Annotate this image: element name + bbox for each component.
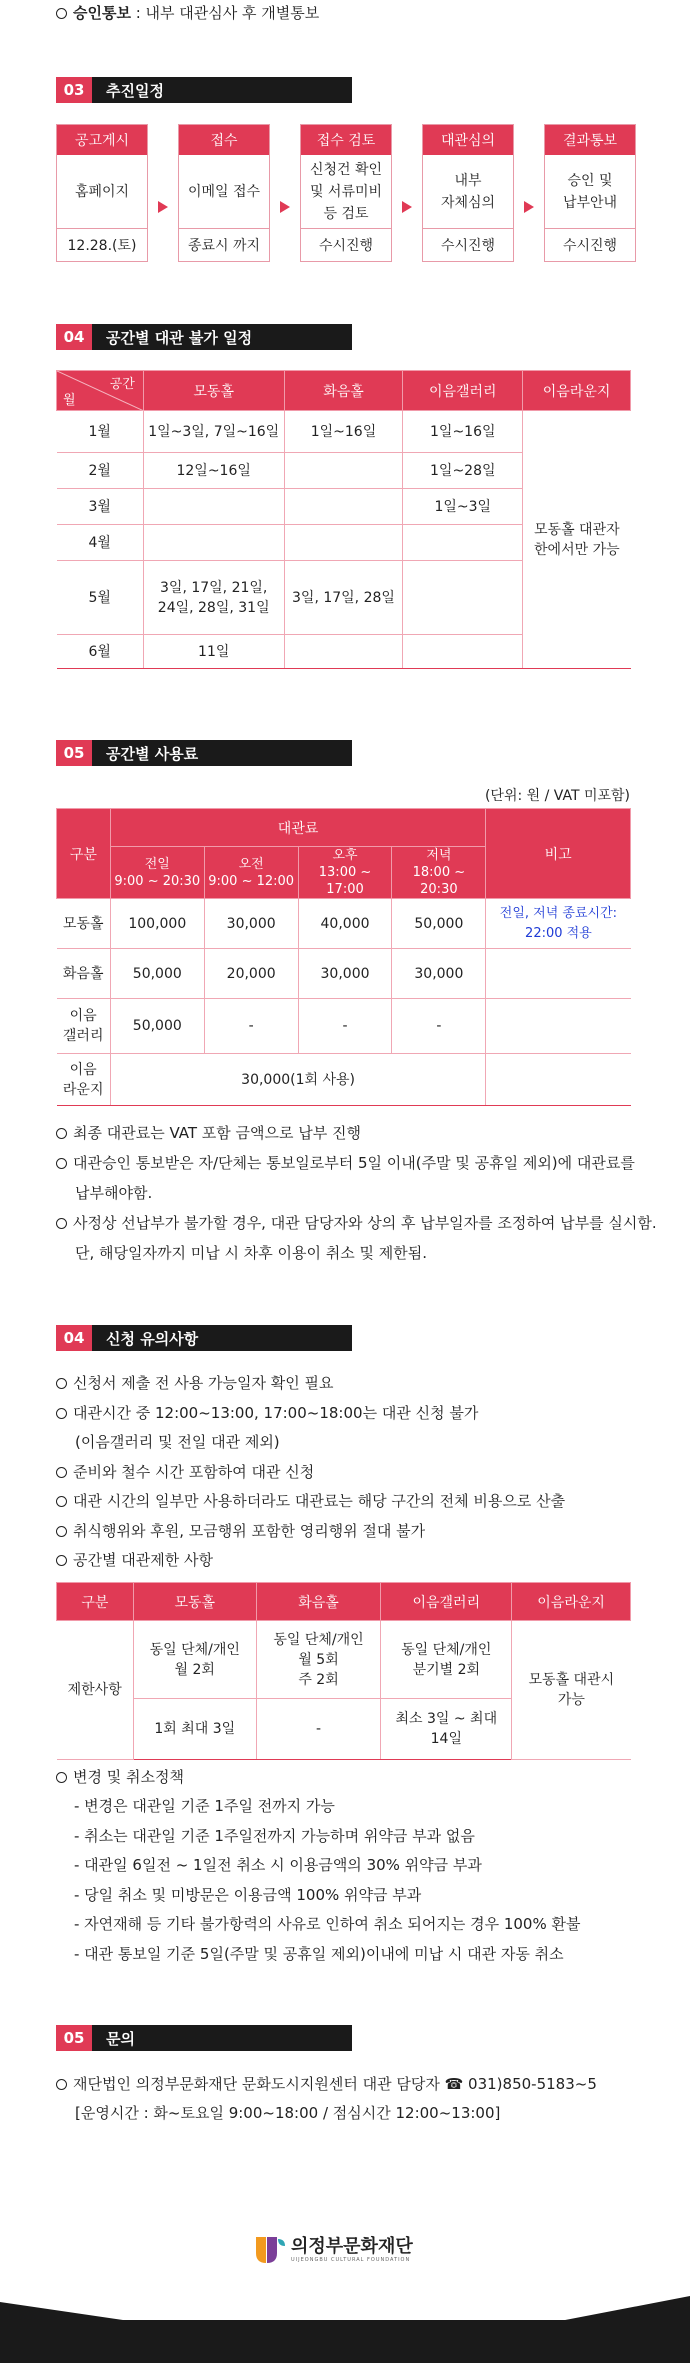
unavailable-cell	[284, 489, 403, 525]
policy-item: - 대관일 6일전 ~ 1일전 취소 시 이용금액의 30% 위약금 부과	[74, 1856, 482, 1874]
col-header: 이음갤러리	[403, 371, 523, 411]
policy-item: - 당일 취소 및 미방문은 이용금액 100% 위약금 부과	[74, 1885, 422, 1904]
guideline-item	[56, 1402, 565, 1424]
month-cell: 5월	[57, 561, 144, 635]
contact-line	[56, 2073, 597, 2095]
policy-item: - 취소는 대관일 기준 1주일전까지 가능하며 위약금 부과 없음	[74, 1826, 475, 1845]
section-header-unavailable	[56, 324, 352, 350]
corner-header	[57, 371, 144, 411]
foundation-logo	[253, 2233, 413, 2267]
guideline-list	[56, 1372, 565, 1579]
section-header-fees	[56, 740, 352, 766]
fee-cell: -	[204, 999, 298, 1054]
restriction-cell: 동일 단체/개인 분기별 2회	[381, 1621, 512, 1699]
guideline-item	[56, 1431, 565, 1453]
policy-list	[74, 1795, 580, 1972]
restriction-row-label: 제한사항	[57, 1621, 134, 1760]
col-header: 모동홀	[143, 371, 284, 411]
fee-cell: 100,000	[110, 899, 204, 949]
schedule-step-date: 종료시 까지	[187, 238, 261, 254]
policy-item: - 변경은 대관일 기준 1주일 전까지 가능	[74, 1797, 335, 1815]
unavailable-cell: 1일~28일	[403, 453, 523, 489]
fee-subheader: 전일 9:00 ~ 20:30	[110, 847, 204, 899]
fee-note-text: 단, 해당일자까지 미납 시 차후 이용이 취소 및 제한됨.	[75, 1244, 427, 1262]
fee-cell: 50,000	[110, 949, 204, 999]
table-row	[57, 899, 631, 949]
section-title: 문의	[92, 2025, 352, 2051]
schedule-flow	[56, 124, 636, 262]
circle-bullet-icon	[56, 1772, 67, 1783]
schedule-step-title: 접수 검토	[301, 125, 391, 155]
logo-subtitle: UIJEONGBU CULTURAL FOUNDATION	[291, 2257, 411, 2263]
section-number: 04	[56, 324, 92, 350]
fee-cell: 20,000	[204, 949, 298, 999]
col-header-fee: 대관료	[110, 809, 485, 847]
space-name-cell: 이음 갤러리	[57, 999, 111, 1054]
fee-note-cell	[486, 949, 631, 999]
restriction-cell: 최소 3일 ~ 최대 14일	[381, 1699, 512, 1760]
fee-note-text: 대관승인 통보받은 자/단체는 통보일로부터 5일 이내(주말 및 공휴일 제외)에 대관료를	[73, 1154, 635, 1172]
space-name-cell: 모동홀	[57, 899, 111, 949]
circle-bullet-icon	[56, 8, 67, 19]
restriction-cell: 동일 단체/개인 월 2회	[133, 1621, 256, 1699]
section-title: 추진일정	[92, 77, 352, 103]
schedule-step	[178, 124, 270, 262]
schedule-step-date: 수시진행	[562, 238, 618, 254]
arrow-right-icon	[270, 124, 300, 260]
circle-bullet-icon	[56, 1408, 67, 1419]
section-title: 공간별 사용료	[92, 740, 352, 766]
fee-note	[56, 1152, 657, 1174]
fee-cell: 30,000	[298, 949, 392, 999]
fee-cell: -	[392, 999, 486, 1054]
unavailable-cell: 3일, 17일, 21일, 24일, 28일, 31일	[143, 561, 284, 635]
schedule-step-title: 공고게시	[57, 125, 147, 155]
guideline-item	[56, 1520, 565, 1542]
unavailable-cell: 11일	[143, 635, 284, 669]
col-header-gubun: 구분	[57, 809, 111, 899]
guideline-item	[56, 1372, 565, 1394]
schedule-step-title: 결과통보	[545, 125, 635, 155]
circle-bullet-icon	[56, 1378, 67, 1389]
section-header-contact	[56, 2025, 352, 2051]
schedule-step	[56, 124, 148, 262]
circle-bullet-icon	[56, 1128, 67, 1139]
fee-note-text: 사정상 선납부가 불가할 경우, 대관 담당자와 상의 후 납부일자를 조정하여 납부를 실시함.	[73, 1214, 657, 1232]
section-number: 03	[56, 77, 92, 103]
intro-label: 승인통보	[73, 4, 131, 22]
fee-subheader: 오전 9:00 ~ 12:00	[204, 847, 298, 899]
fee-cell: 30,000	[204, 899, 298, 949]
schedule-step-desc: 이메일 접수	[179, 155, 269, 229]
fee-subheader: 저녁 18:00 ~ 20:30	[392, 847, 486, 899]
month-cell: 4월	[57, 525, 144, 561]
unavailable-cell	[284, 525, 403, 561]
unavailable-cell: 1일~3일, 7일~16일	[143, 411, 284, 453]
unavailable-cell: 3일, 17일, 28일	[284, 561, 403, 635]
schedule-step-desc: 내부 자체심의	[423, 155, 513, 229]
schedule-step-date: 수시진행	[318, 238, 374, 254]
fee-notes	[56, 1122, 657, 1272]
col-header-note: 비고	[486, 809, 631, 899]
fee-note-cell	[486, 1054, 631, 1106]
unavailable-cell: 1일~3일	[403, 489, 523, 525]
arrow-right-icon	[148, 124, 178, 260]
arrow-right-icon	[392, 124, 422, 260]
fee-cell: 50,000	[110, 999, 204, 1054]
contact-text: 재단법인 의정부문화재단 문화도시지원센터 대관 담당자 ☎ 031)850-5183~5	[73, 2075, 597, 2093]
section-number: 05	[56, 740, 92, 766]
restriction-cell: 1회 최대 3일	[133, 1699, 256, 1760]
unit-note: (단위: 원 / VAT 미포함)	[484, 788, 630, 804]
section-header-guidelines	[56, 1325, 352, 1351]
fee-note	[56, 1182, 657, 1204]
fee-note-cell: 전일, 저녁 종료시간: 22:00 적용	[486, 899, 631, 949]
col-header: 화음홀	[256, 1583, 381, 1621]
unavailable-cell	[403, 525, 523, 561]
circle-bullet-icon	[56, 1526, 67, 1537]
corner-space-label: 공간	[109, 377, 135, 392]
circle-bullet-icon	[56, 1555, 67, 1566]
schedule-step-date: 12.28.(토)	[67, 238, 137, 254]
schedule-step-desc: 신청건 확인 및 서류미비 등 검토	[301, 155, 391, 229]
space-name-cell: 화음홀	[57, 949, 111, 999]
fee-cell: -	[298, 999, 392, 1054]
circle-bullet-icon	[56, 2079, 67, 2090]
col-header: 이음라운지	[523, 371, 631, 411]
col-header: 화음홀	[284, 371, 403, 411]
logo-name: 의정부문화재단	[291, 2236, 413, 2257]
month-cell: 1월	[57, 411, 144, 453]
circle-bullet-icon	[56, 1467, 67, 1478]
col-header: 이음갤러리	[381, 1583, 512, 1621]
unavailable-cell: 12일~16일	[143, 453, 284, 489]
fee-cell: 50,000	[392, 899, 486, 949]
fee-note-text: 최종 대관료는 VAT 포함 금액으로 납부 진행	[73, 1124, 362, 1142]
policy-item: - 자연재해 등 기타 불가항력의 사유로 인하여 취소 되어지는 경우 100% 환불	[74, 1915, 581, 1933]
policy-title: 변경 및 취소정책	[73, 1768, 184, 1786]
fee-note	[56, 1122, 657, 1144]
guideline-item	[56, 1490, 565, 1512]
unavailable-cell	[403, 561, 523, 635]
foundation-logo-icon	[253, 2233, 287, 2267]
fee-cell: 30,000	[392, 949, 486, 999]
restriction-table	[56, 1582, 631, 1760]
guideline-text: 신청서 제출 전 사용 가능일자 확인 필요	[73, 1374, 334, 1392]
arrow-right-icon	[514, 124, 544, 260]
lounge-note-cell: 모동홀 대관자 한에서만 가능	[523, 411, 631, 669]
intro-text: : 내부 대관심사 후 개별통보	[130, 4, 320, 22]
unavailable-cell	[284, 635, 403, 669]
guideline-text: 공간별 대관제한 사항	[73, 1551, 213, 1569]
intro-line	[56, 2, 319, 24]
fee-cell: 30,000(1회 사용)	[110, 1054, 485, 1106]
footer-angle	[0, 2296, 690, 2321]
col-header: 이음라운지	[512, 1583, 631, 1621]
fee-cell: 40,000	[298, 899, 392, 949]
col-header: 구분	[57, 1583, 134, 1621]
section-header-schedule	[56, 77, 352, 103]
table-row	[57, 949, 631, 999]
circle-bullet-icon	[56, 1158, 67, 1169]
guideline-text: 대관 시간의 일부만 사용하더라도 대관료는 해당 구간의 전체 비용으로 산출	[73, 1492, 566, 1510]
circle-bullet-icon	[56, 1218, 67, 1229]
circle-bullet-icon	[56, 1496, 67, 1507]
policy-item: - 대관 통보일 기준 5일(주말 및 공휴일 제외)이내에 미납 시 대관 자동 취소	[74, 1944, 564, 1963]
policy-title-line	[56, 1766, 184, 1788]
guideline-text: (이음갤러리 및 전일 대관 제외)	[75, 1433, 280, 1451]
section-number: 04	[56, 1325, 92, 1351]
unavailable-cell	[284, 453, 403, 489]
unavailable-cell: 1일~16일	[403, 411, 523, 453]
unavailable-cell	[403, 635, 523, 669]
guideline-text: 준비와 철수 시간 포함하여 대관 신청	[73, 1462, 315, 1481]
guideline-item	[56, 1549, 565, 1571]
fee-subheader: 오후 13:00 ~ 17:00	[298, 847, 392, 899]
col-header: 모동홀	[133, 1583, 256, 1621]
table-row	[57, 1054, 631, 1106]
space-name-cell: 이음 라운지	[57, 1054, 111, 1106]
fee-note-cell	[486, 999, 631, 1054]
schedule-step	[422, 124, 514, 262]
unavailable-table	[56, 370, 631, 669]
schedule-step-date: 수시진행	[440, 238, 496, 254]
month-cell: 3월	[57, 489, 144, 525]
schedule-step	[300, 124, 392, 262]
restriction-lounge: 모동홀 대관시 가능	[512, 1621, 631, 1760]
month-cell: 6월	[57, 635, 144, 669]
restriction-cell: 동일 단체/개인 월 5회 주 2회	[256, 1621, 381, 1699]
fee-note	[56, 1212, 657, 1234]
unavailable-cell: 1일~16일	[284, 411, 403, 453]
section-title: 공간별 대관 불가 일정	[92, 324, 352, 350]
section-title: 신청 유의사항	[92, 1325, 352, 1351]
fee-note-text: 납부해야함.	[75, 1184, 153, 1202]
footer-bar	[0, 2320, 690, 2363]
schedule-step-title: 대관심의	[423, 125, 513, 155]
month-cell: 2월	[57, 453, 144, 489]
fee-table	[56, 808, 631, 1106]
corner-month-label: 월	[63, 393, 76, 408]
operating-hours: [운영시간 : 화~토요일 9:00~18:00 / 점심시간 12:00~13:00]	[75, 2104, 501, 2122]
restriction-cell: -	[256, 1699, 381, 1760]
table-row	[57, 999, 631, 1054]
guideline-text: 대관시간 중 12:00~13:00, 17:00~18:00는 대관 신청 불가	[73, 1403, 479, 1422]
guideline-item	[56, 1461, 565, 1483]
schedule-step-desc: 승인 및 납부안내	[545, 155, 635, 229]
schedule-step-desc: 홈페이지	[57, 155, 147, 229]
section-number: 05	[56, 2025, 92, 2051]
unavailable-cell	[143, 525, 284, 561]
schedule-step-title: 접수	[179, 125, 269, 155]
guideline-text: 취식행위와 후원, 모금행위 포함한 영리행위 절대 불가	[73, 1521, 426, 1540]
unavailable-cell	[143, 489, 284, 525]
table-row	[57, 411, 631, 453]
fee-note	[56, 1242, 657, 1264]
schedule-step	[544, 124, 636, 262]
